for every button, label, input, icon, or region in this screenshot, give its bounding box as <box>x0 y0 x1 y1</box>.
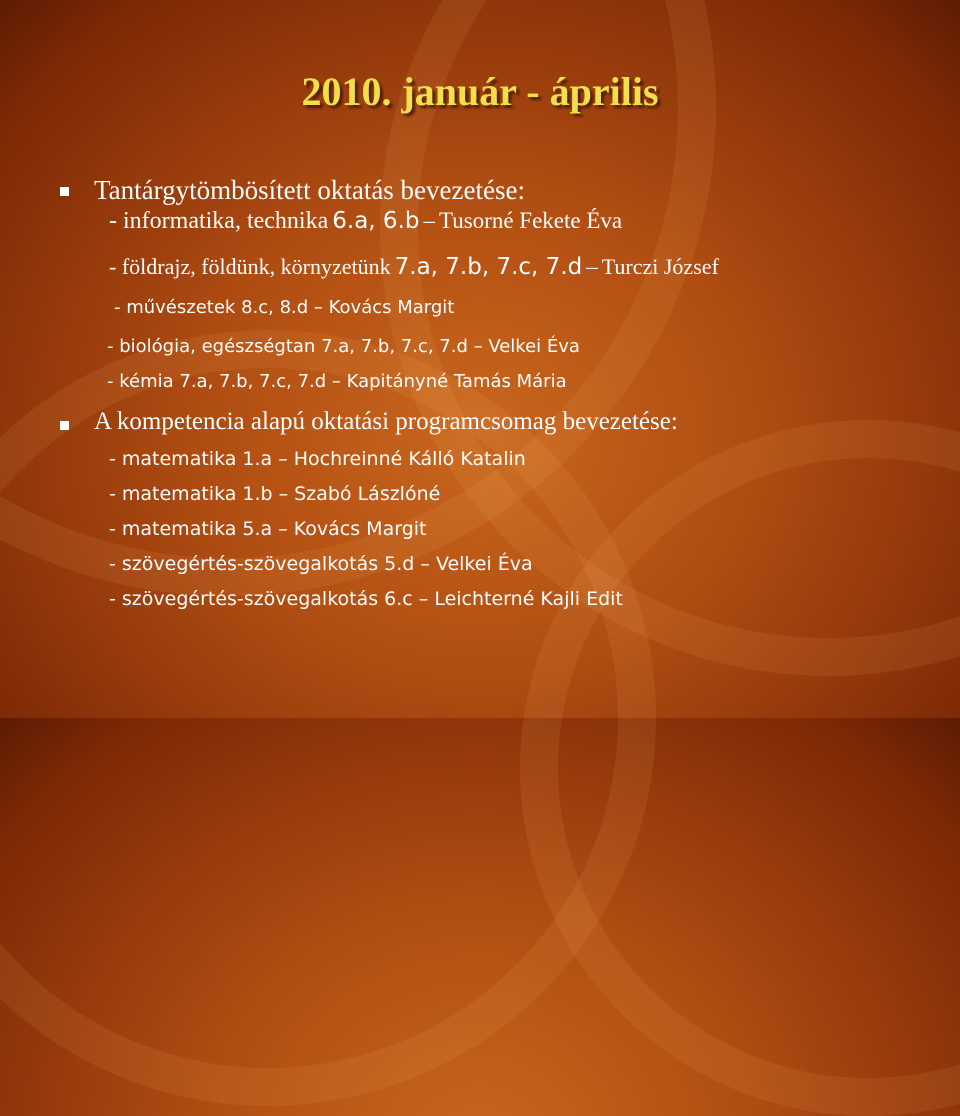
subitem-classes: 7.a, 7.b, 7.c, 7.d <box>394 254 583 280</box>
subitem-teacher: Turczi József <box>601 254 719 279</box>
subitem-biologia: - biológia, egészségtan 7.a, 7.b, 7.c, 7.d – Velkei Éva <box>107 336 580 357</box>
subitem-szovegertes-5d: - szövegértés-szövegalkotás 5.d – Velkei Éva <box>109 553 533 575</box>
subitem-muveszetek: - művészetek 8.c, 8.d – Kovács Margit <box>114 297 455 318</box>
subitem-matematika-1a: - matematika 1.a – Hochreinné Kálló Katalin <box>109 448 526 470</box>
subitem-subject: - földrajz, földünk, környzetünk <box>109 254 391 279</box>
slide-title: 2010. január - április <box>301 69 659 114</box>
subitem-subject: - informatika, technika <box>109 208 329 234</box>
square-bullet-icon <box>60 187 69 196</box>
bullet-heading: A kompetencia alapú oktatási programcsomag bevezetése: <box>94 408 678 435</box>
subitem-teacher: Tusorné Fekete Éva <box>438 208 623 233</box>
subitem-szovegertes-6c: - szövegértés-szövegalkotás 6.c – Leichterné Kajli Edit <box>109 588 623 610</box>
subitem-kemia: - kémia 7.a, 7.b, 7.c, 7.d – Kapitányné Tamás Mária <box>107 371 567 392</box>
subitem-matematika-1b: - matematika 1.b – Szabó Lászlóné <box>109 483 441 505</box>
subitem-classes: 6.a, 6.b <box>332 208 420 234</box>
subitem-informatika <box>109 208 622 235</box>
subitem-dash: – <box>586 254 598 279</box>
subitem-dash: – <box>423 208 435 233</box>
bullet-heading: Tantárgytömbösített oktatás bevezetése: <box>94 175 525 205</box>
subitem-foldrajz <box>109 254 719 280</box>
subitem-matematika-5a: - matematika 5.a – Kovács Margit <box>109 518 427 540</box>
square-bullet-icon <box>60 421 69 430</box>
